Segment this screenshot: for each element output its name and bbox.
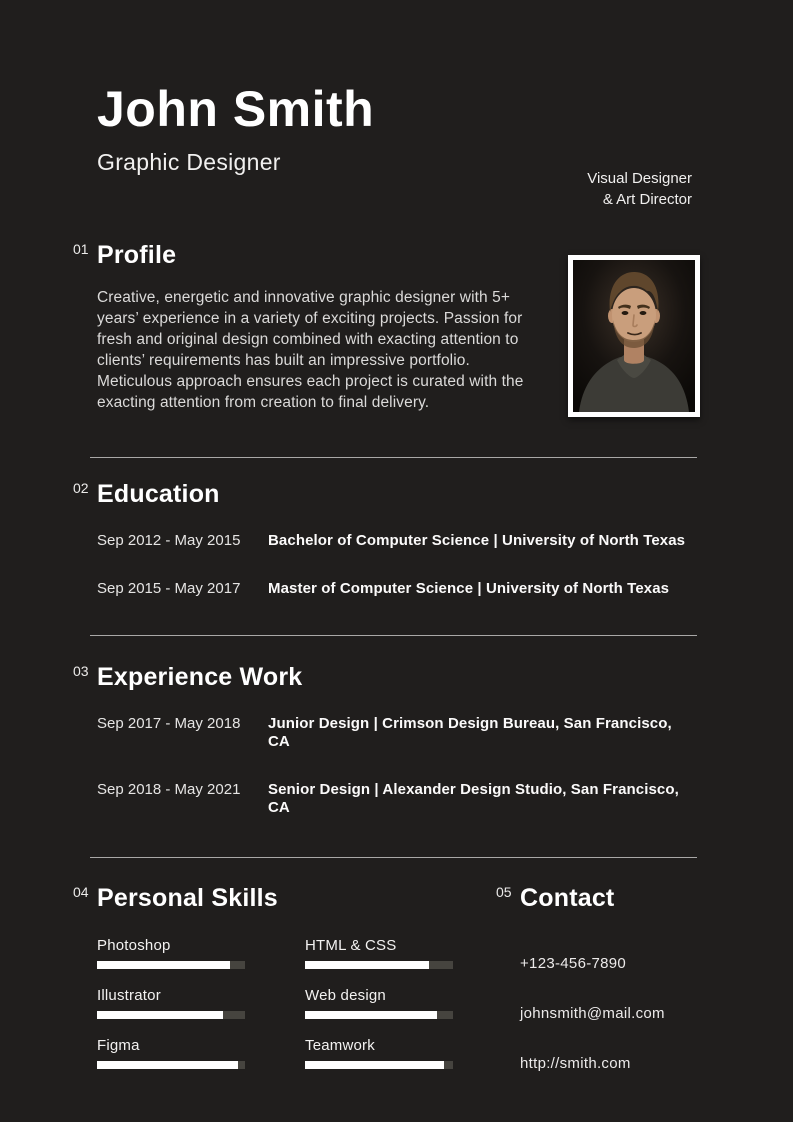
contact-list: [520, 955, 697, 1073]
skill-item: [97, 1037, 245, 1069]
skill-item: [97, 937, 245, 969]
skill-label: Illustrator: [97, 987, 161, 1004]
profile-photo: [573, 260, 695, 412]
skill-bar: [305, 1011, 453, 1019]
section-contact-header: [496, 883, 697, 913]
experience-row: [97, 715, 697, 751]
skill-bar-fill: [97, 961, 230, 969]
row-dates: Sep 2018 - May 2021: [97, 781, 241, 798]
tagline-line-1: Visual Designer: [587, 170, 692, 187]
section-experience-header: [73, 662, 697, 692]
section-number: 01: [73, 241, 89, 257]
tagline-line-2: & Art Director: [602, 191, 692, 208]
contact-phone: +123-456-7890: [520, 955, 627, 972]
section-education-header: [73, 479, 697, 509]
row-description: Junior Design | Crimson Design Bureau, San Francisco, CA: [268, 715, 672, 750]
row-dates: Sep 2017 - May 2018: [97, 715, 241, 732]
skill-bar: [97, 1061, 245, 1069]
skill-bar: [97, 1011, 245, 1019]
skill-bar-fill: [97, 1061, 238, 1069]
section-number: 02: [73, 480, 89, 496]
skill-label: Photoshop: [97, 937, 171, 954]
skill-bar-fill: [97, 1011, 223, 1019]
contact-website[interactable]: http://smith.com: [520, 1055, 631, 1072]
divider: [90, 457, 697, 458]
section-skills-header: [73, 883, 520, 913]
skills-grid: [97, 937, 520, 1069]
skill-bar-fill: [305, 1061, 444, 1069]
row-description: Master of Computer Science | University of North Texas: [268, 580, 670, 597]
education-row: [97, 580, 697, 598]
row-description: Bachelor of Computer Science | University of North Texas: [268, 532, 686, 549]
skill-item: [305, 987, 453, 1019]
skill-item: [305, 937, 453, 969]
section-skills: [73, 883, 520, 1073]
skill-item: [97, 987, 245, 1019]
experience-row: [97, 781, 697, 817]
tagline: [587, 168, 692, 210]
profile-photo-frame: [568, 255, 700, 417]
row-dates: Sep 2012 - May 2015: [97, 532, 241, 549]
section-title-skills: Personal Skills: [97, 884, 278, 912]
section-title-education: Education: [97, 480, 220, 508]
skill-bar-fill: [305, 1011, 437, 1019]
person-name: John Smith: [97, 81, 375, 137]
section-number: 05: [496, 884, 512, 900]
skill-label: HTML & CSS: [305, 937, 397, 954]
section-title-profile: Profile: [97, 241, 177, 269]
profile-text: Creative, energetic and innovative graphic designer with 5+ years’ experience in a variety of exciting projects. Passion for fresh and original design combined with exacting attention to clients’ requirements has built an impressive portfolio. Meticulous approach ensures each project is curated with the exacting attention from creation to final delivery.: [97, 289, 524, 411]
divider: [90, 857, 697, 858]
contact-email[interactable]: johnsmith@mail.com: [520, 1005, 665, 1022]
section-number: 03: [73, 663, 89, 679]
section-contact: [496, 883, 697, 1073]
skill-bar: [97, 961, 245, 969]
section-title-experience: Experience Work: [97, 663, 303, 691]
divider: [90, 635, 697, 636]
education-row: [97, 532, 697, 550]
section-title-contact: Contact: [520, 884, 615, 912]
skill-bar: [305, 1061, 453, 1069]
job-title: Graphic Designer: [97, 149, 281, 175]
skill-label: Teamwork: [305, 1037, 375, 1054]
skill-label: Figma: [97, 1037, 140, 1054]
skill-bar-fill: [305, 961, 429, 969]
row-description: Senior Design | Alexander Design Studio, San Francisco, CA: [268, 781, 679, 816]
header: [0, 0, 793, 176]
skill-bar: [305, 961, 453, 969]
section-number: 04: [73, 884, 89, 900]
skill-item: [305, 1037, 453, 1069]
row-dates: Sep 2015 - May 2017: [97, 580, 241, 597]
skill-label: Web design: [305, 987, 386, 1004]
